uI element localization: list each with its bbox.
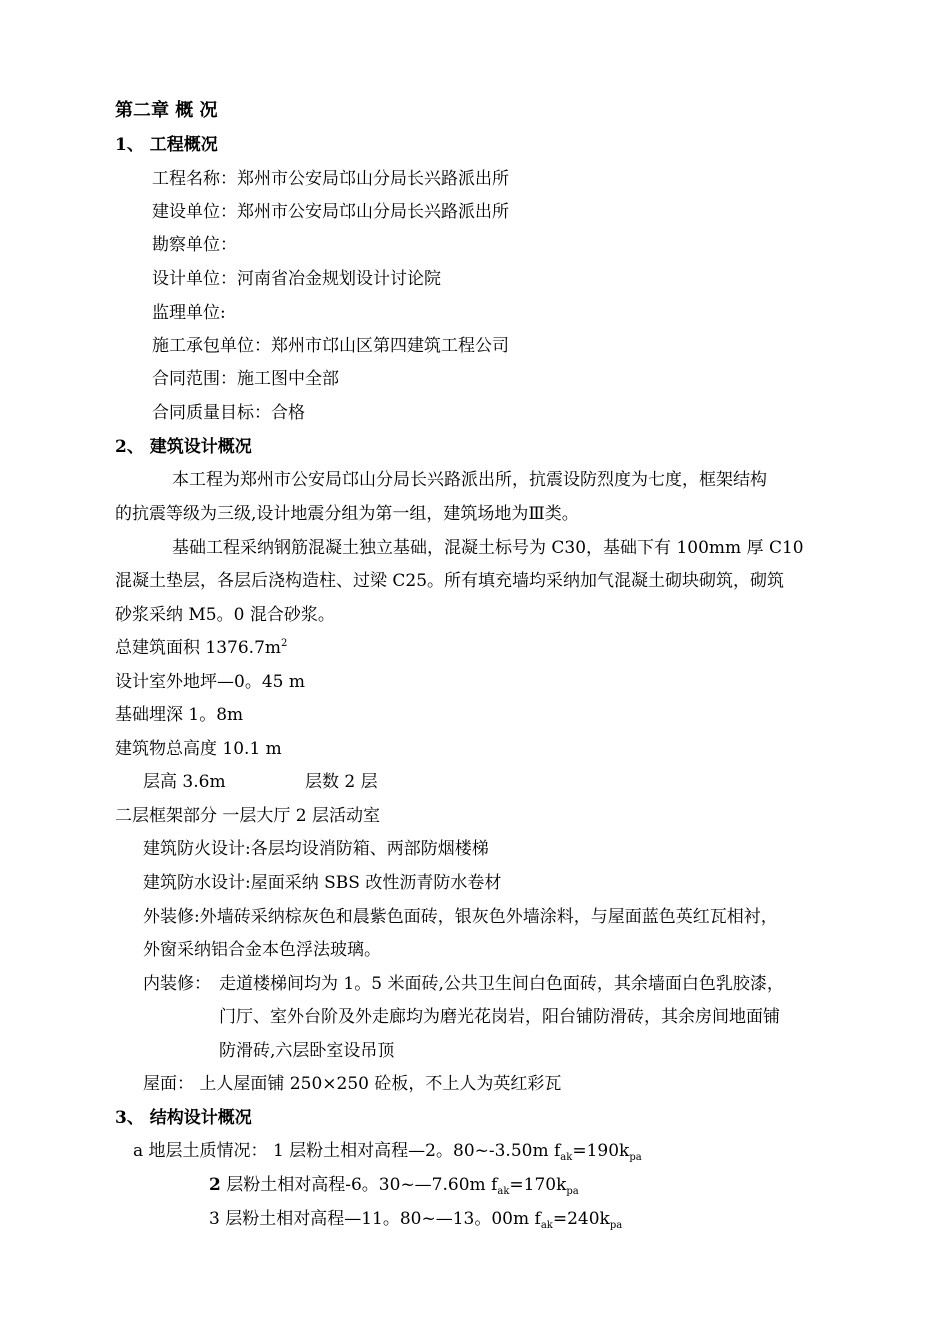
soil-layer-row: [209, 1174, 579, 1199]
contractor-unit: 施工承包单位：郑州市邙山区第四建筑工程公司: [152, 336, 509, 356]
soil-layer-text: 层粉土相对高程-6。30~—7.60m: [220, 1175, 492, 1195]
project-name: 工程名称：郑州市公安局邙山分局长兴路派出所: [152, 169, 509, 189]
section-heading-project-overview: 1、 工程概况: [115, 135, 218, 155]
construction-unit: 建设单位：郑州市公安局邙山分局长兴路派出所: [152, 202, 509, 222]
bearing-unit: pa: [566, 1186, 579, 1197]
soil-prefix: a 地层土质情况：: [133, 1141, 273, 1161]
bearing-value: =190k: [572, 1141, 630, 1161]
paragraph-line: 混凝土垫层，各层后浇构造柱、过梁 C25。所有填充墙均采纳加气混凝土砌块砌筑，砌筑: [115, 571, 785, 591]
story-height: 层高 3.6m: [143, 772, 226, 792]
bearing-subscript: ak: [560, 1152, 573, 1163]
exterior-finish-cont: 外窗采纳铝合金本色浮法玻璃。: [143, 940, 381, 960]
soil-layer-text: 层粉土相对高程—2。80~-3.50m: [283, 1141, 554, 1161]
exterior-finish: 外装修:外墙砖采纳棕灰色和晨紫色面砖，银灰色外墙涂料，与屋面蓝色英红瓦相衬，: [143, 907, 778, 927]
interior-finish: 走道楼梯间均为 1。5 米面砖,公共卫生间白色面砖，其余墙面白色乳胶漆，: [219, 974, 784, 994]
frame-part: 二层框架部分 一层大厅 2 层活动室: [115, 806, 381, 826]
quality-target: 合同质量目标：合格: [152, 403, 305, 423]
soil-layer-number: 2: [209, 1175, 221, 1195]
waterproof-design: 建筑防水设计:屋面采纳 SBS 改性沥青防水卷材: [143, 873, 502, 893]
bearing-symbol: f: [554, 1141, 561, 1161]
soil-layer-row: [209, 1208, 622, 1233]
foundation-depth: 基础埋深 1。8m: [115, 705, 244, 725]
building-height: 建筑物总高度 10.1 m: [115, 739, 282, 759]
soil-layer-number: 1: [272, 1141, 284, 1161]
section-heading-architecture: 2、 建筑设计概况: [115, 437, 252, 457]
soil-layer-row: [133, 1140, 642, 1165]
total-area: [115, 637, 287, 659]
story-count: 层数 2 层: [305, 772, 378, 792]
roof-finish: 屋面： 上人屋面铺 250×250 砼板，不上人为英红彩瓦: [143, 1074, 562, 1094]
bearing-symbol: f: [534, 1209, 541, 1229]
outdoor-level: 设计室外地坪—0。45 m: [115, 672, 305, 692]
bearing-unit: pa: [609, 1220, 623, 1231]
soil-layer-number: 3: [209, 1209, 220, 1229]
chapter-title: 第二章 概 况: [115, 100, 218, 121]
fire-design: 建筑防火设计:各层均设消防箱、两部防烟楼梯: [143, 839, 489, 859]
supervision-unit: 监理单位:: [152, 303, 226, 323]
bearing-unit: pa: [629, 1152, 642, 1163]
section-heading-structure: 3、 结构设计概况: [115, 1108, 252, 1128]
soil-layer-text: 层粉土相对高程—11。80~—13。00m: [219, 1209, 535, 1229]
bearing-value: =240k: [552, 1209, 610, 1229]
interior-label: 内装修：: [143, 974, 211, 994]
paragraph-line: 的抗震等级为三级,设计地震分组为第一组，建筑场地为Ⅲ类。: [115, 504, 579, 524]
design-unit: 设计单位：河南省冶金规划设计讨论院: [152, 269, 441, 289]
bearing-value: =170k: [509, 1175, 567, 1195]
interior-finish-cont: 防滑砖,六层卧室设吊顶: [219, 1041, 395, 1061]
bearing-subscript: ak: [497, 1186, 510, 1197]
survey-unit: 勘察单位：: [152, 235, 237, 255]
area-superscript: 2: [281, 638, 288, 649]
bearing-subscript: ak: [540, 1220, 553, 1231]
paragraph-line: 基础工程采纳钢筋混凝土独立基础，混凝土标号为 C30，基础下有 100mm 厚 C10: [172, 538, 804, 558]
bearing-symbol: f: [491, 1175, 498, 1195]
interior-finish-cont: 门厅、室外台阶及外走廊均为磨光花岗岩，阳台铺防滑砖，其余房间地面铺: [219, 1007, 780, 1027]
paragraph-line: 砂浆采纳 M5。0 混合砂浆。: [115, 605, 335, 625]
total-area-text: 总建筑面积 1376.7m: [115, 638, 282, 658]
paragraph-line: 本工程为郑州市公安局邙山分局长兴路派出所，抗震设防烈度为七度，框架结构: [172, 470, 767, 490]
contract-scope: 合同范围：施工图中全部: [152, 369, 339, 389]
